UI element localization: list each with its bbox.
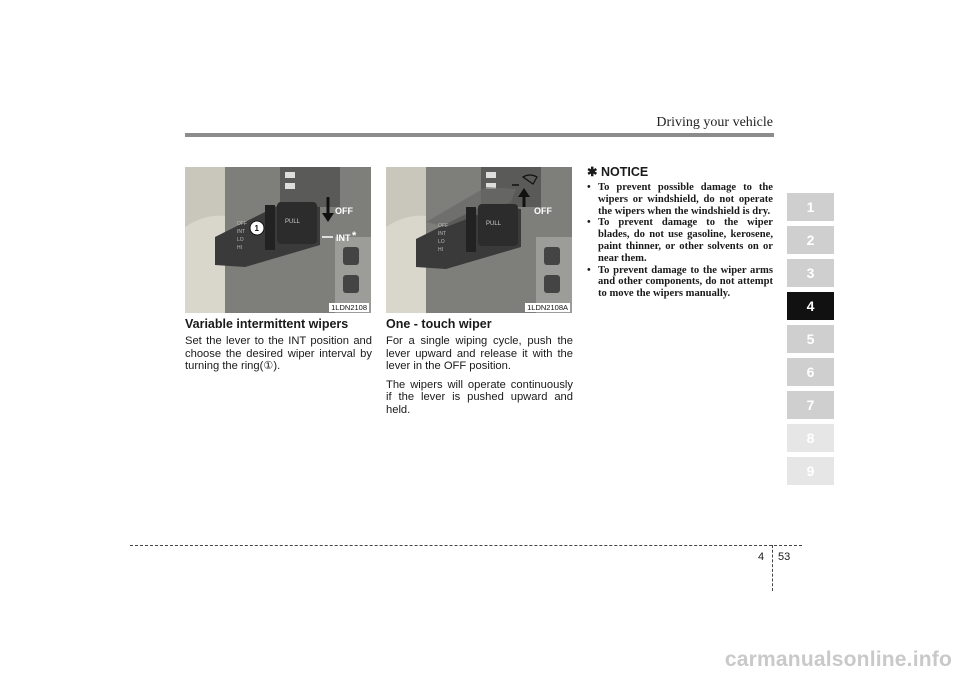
footer-page-number: 53 xyxy=(778,551,791,563)
off-label: OFF xyxy=(335,206,353,216)
chapter-tab-5[interactable]: 5 xyxy=(787,325,834,353)
notice-item-text: To prevent possible damage to the wipers or windshield, do not operate the wipers when the windshield is dry. xyxy=(598,182,773,217)
figure-code: 1LDN2108 xyxy=(331,303,367,312)
scale-lo: LO xyxy=(237,237,244,243)
footer-rule xyxy=(130,545,802,546)
section-body-variable-intermittent xyxy=(185,335,372,379)
scale-lo: LO xyxy=(438,239,445,245)
footer-divider xyxy=(772,545,773,591)
off-label: OFF xyxy=(534,206,552,216)
notice-item: • To prevent damage to the wiper blades, do not use gasoline, kerosene, paint thinner, or other solvents on or near them. xyxy=(587,217,773,264)
scale-int: INT xyxy=(438,231,447,237)
section-body-one-touch xyxy=(386,335,573,423)
notice-item: • To prevent possible damage to the wipers or windshield, do not operate the wipers when the windshield is dry. xyxy=(587,182,773,217)
scale-off: OFF xyxy=(438,223,448,229)
scale-int: INT xyxy=(237,229,246,235)
int-star-mark: * xyxy=(352,230,357,242)
notice-item: • To prevent damage to the wiper arms and other components, do not attempt to move the wipers manually. xyxy=(587,264,773,300)
chapter-tab-4[interactable]: 4 xyxy=(787,292,834,320)
chapter-tab-8[interactable]: 8 xyxy=(787,424,834,452)
pull-label: PULL xyxy=(486,221,502,227)
ring-callout: 1 xyxy=(254,224,259,233)
chapter-tabs xyxy=(787,193,834,490)
paragraph: Set the lever to the INT position and choose the desired wiper interval by turning the ring(①). xyxy=(185,335,372,373)
chapter-tab-6[interactable]: 6 xyxy=(787,358,834,386)
notice-star-icon: ✱ xyxy=(587,165,598,179)
wiper-lever-photo-onetouch xyxy=(386,167,572,313)
scale-hi: HI xyxy=(438,247,443,253)
notice-list xyxy=(587,182,773,300)
scale-off: OFF xyxy=(237,221,247,227)
paragraph: For a single wiping cycle, push the lever upward and release it with the lever in the OFF position. xyxy=(386,335,573,373)
notice-item-text: To prevent damage to the wiper arms and other components, do not attempt to move the wipers manually. xyxy=(598,264,773,300)
chapter-tab-7[interactable]: 7 xyxy=(787,391,834,419)
page-header-title: Driving your vehicle xyxy=(656,115,773,130)
notice-title: NOTICE xyxy=(600,165,649,179)
wiper-lever-photo-int xyxy=(185,167,371,313)
int-label: INT xyxy=(336,233,351,243)
notice-heading xyxy=(587,164,648,179)
figure-code: 1LDN2108A xyxy=(527,303,568,312)
watermark: carmanualsonline.info xyxy=(724,648,952,671)
chapter-tab-1[interactable]: 1 xyxy=(787,193,834,221)
section-title-variable-intermittent: Variable intermittent wipers xyxy=(185,317,349,331)
footer-chapter-number: 4 xyxy=(758,551,765,563)
pull-label: PULL xyxy=(285,219,301,225)
scale-hi: HI xyxy=(237,245,242,251)
chapter-tab-9[interactable]: 9 xyxy=(787,457,834,485)
chapter-tab-3[interactable]: 3 xyxy=(787,259,834,287)
section-title-one-touch: One - touch wiper xyxy=(386,317,492,331)
paragraph: The wipers will operate continuously if the lever is pushed upward and held. xyxy=(386,378,573,416)
chapter-tab-2[interactable]: 2 xyxy=(787,226,834,254)
header-rule xyxy=(185,133,774,137)
notice-item-text: To prevent damage to the wiper blades, do not use gasoline, kerosene, paint thinner, or other solvents on or near them. xyxy=(598,217,773,264)
